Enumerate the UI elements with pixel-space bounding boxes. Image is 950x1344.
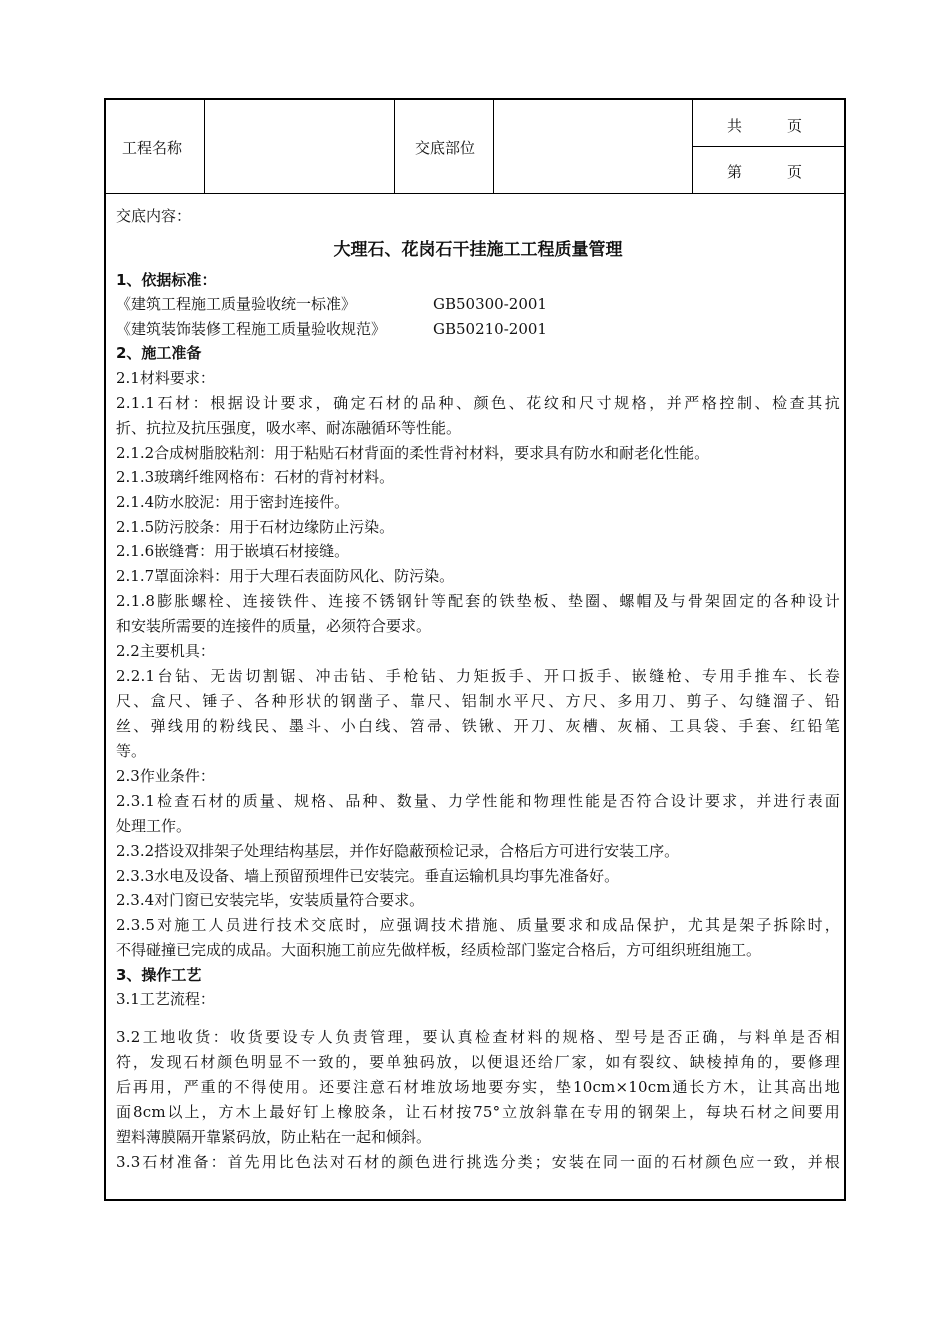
standard-code: GB50210-2001 xyxy=(433,320,547,338)
content-line: 处理工作。 xyxy=(116,817,192,835)
document-title: 大理石、花岗石干挂施工工程质量管理 xyxy=(333,240,623,260)
content-line: 2.1.3玻璃纤维网格布：石材的背衬材料。 xyxy=(116,468,395,486)
content-line xyxy=(116,319,840,339)
content-line: 不得碰撞已完成的成品。大面积施工前应先做样板，经质检部门鉴定合格后，方可组织班组施工。 xyxy=(116,941,762,959)
content-line: 2.2主要机具： xyxy=(116,642,215,660)
content-line: 2.2.1台钻、无齿切割锯、冲击钻、手枪钻、力矩扳手、开口扳手、嵌缝枪、专用手推车、长卷 xyxy=(116,667,840,685)
standard-name: 《建筑工程施工质量验收统一标准》 xyxy=(116,295,357,313)
content-line: 后再用，严重的不得使用。还要注意石材堆放场地要夯实，垫10cm×10cm通长方木，让其高出地 xyxy=(116,1078,840,1096)
content-line: 3.1工艺流程： xyxy=(116,990,215,1008)
content-line: 2.3.2搭设双排架子处理结构基层，并作好隐蔽预检记录，合格后方可进行安装工序。 xyxy=(116,842,680,860)
handover-part-label: 交底部位 xyxy=(415,139,476,157)
total-pages-label: 共 页 xyxy=(727,117,803,135)
content-line: 塑料薄膜隔开靠紧码放，防止粘在一起和倾斜。 xyxy=(116,1128,432,1146)
content-line xyxy=(116,294,840,314)
page-number-label: 第 页 xyxy=(727,163,803,181)
content-line: 2.1材料要求： xyxy=(116,369,215,387)
handover-part-value[interactable] xyxy=(494,100,692,193)
section-heading: 3、操作工艺 xyxy=(116,966,202,984)
content-line: 2.3.1检查石材的质量、规格、品种、数量、力学性能和物理性能是否符合设计要求，并进行表面 xyxy=(116,792,840,810)
content-label: 交底内容： xyxy=(116,207,192,225)
content-line: 2.3.5对施工人员进行技术交底时，应强调技术措施、质量要求和成品保护，尤其是架子拆除时， xyxy=(116,916,840,934)
divider xyxy=(692,146,844,147)
content-line: 丝、弹线用的粉线民、墨斗、小白线、笤帚、铁锹、开刀、灰槽、灰桶、工具袋、手套、红铅笔 xyxy=(116,717,840,735)
content-line: 3.3石材准备：首先用比色法对石材的颜色进行挑选分类；安装在同一面的石材颜色应一致，并根 xyxy=(116,1153,840,1171)
content-line: 2.1.1石材：根据设计要求，确定石材的品种、颜色、花纹和尺寸规格，并严格控制、检查其抗 xyxy=(116,394,840,412)
content-line: 等。 xyxy=(116,742,147,760)
project-name-value[interactable] xyxy=(205,100,394,193)
content-line: 2.3作业条件： xyxy=(116,767,215,785)
section-heading: 2、施工准备 xyxy=(116,344,202,362)
handover-sheet xyxy=(104,98,846,1201)
content-line: 2.3.4对门窗已安装完毕，安装质量符合要求。 xyxy=(116,891,425,909)
standard-name: 《建筑装饰装修工程施工质量验收规范》 xyxy=(116,320,387,338)
content-line: 2.1.2合成树脂胶粘剂：用于粘贴石材背面的柔性背衬材料，要求具有防水和耐老化性能。 xyxy=(116,444,710,462)
content-line: 尺、盒尺、锤子、各种形状的钢凿子、靠尺、铝制水平尺、方尺、多用刀、剪子、勾缝溜子、铅 xyxy=(116,692,840,710)
content-line: 符，发现石材颜色明显不一致的，要单独码放，以便退还给厂家，如有裂纹、缺棱掉角的，要修理 xyxy=(116,1053,840,1071)
divider xyxy=(394,100,395,193)
content-line: 折、抗拉及抗压强度，吸水率、耐冻融循环等性能。 xyxy=(116,419,462,437)
content-line: 2.1.4防水胶泥：用于密封连接件。 xyxy=(116,493,350,511)
content-line: 和安装所需要的连接件的质量，必须符合要求。 xyxy=(116,617,432,635)
section-heading: 1、依据标准： xyxy=(116,271,217,289)
content-line: 2.1.5防污胶条：用于石材边缘防止污染。 xyxy=(116,518,395,536)
content-line: 2.3.3水电及设备、墙上预留预埋件已安装完。垂直运输机具均事先准备好。 xyxy=(116,867,620,885)
content-line: 2.1.7罩面涂料：用于大理石表面防风化、防污染。 xyxy=(116,567,455,585)
content-line: 3.2工地收货：收货要设专人负责管理，要认真检查材料的规格、型号是否正确，与料单是否相 xyxy=(116,1028,840,1046)
content-line: 2.1.6嵌缝膏：用于嵌填石材接缝。 xyxy=(116,542,350,560)
standard-code: GB50300-2001 xyxy=(433,295,547,313)
content-line: 面8cm以上，方木上最好钉上橡胶条，让石材按75°立放斜靠在专用的钢架上，每块石材之间要用 xyxy=(116,1103,840,1121)
content-line: 2.1.8膨胀螺栓、连接铁件、连接不锈钢针等配套的铁垫板、垫圈、螺帽及与骨架固定的各种设计 xyxy=(116,592,840,610)
project-name-label: 工程名称 xyxy=(122,139,183,157)
header-table xyxy=(106,100,844,194)
